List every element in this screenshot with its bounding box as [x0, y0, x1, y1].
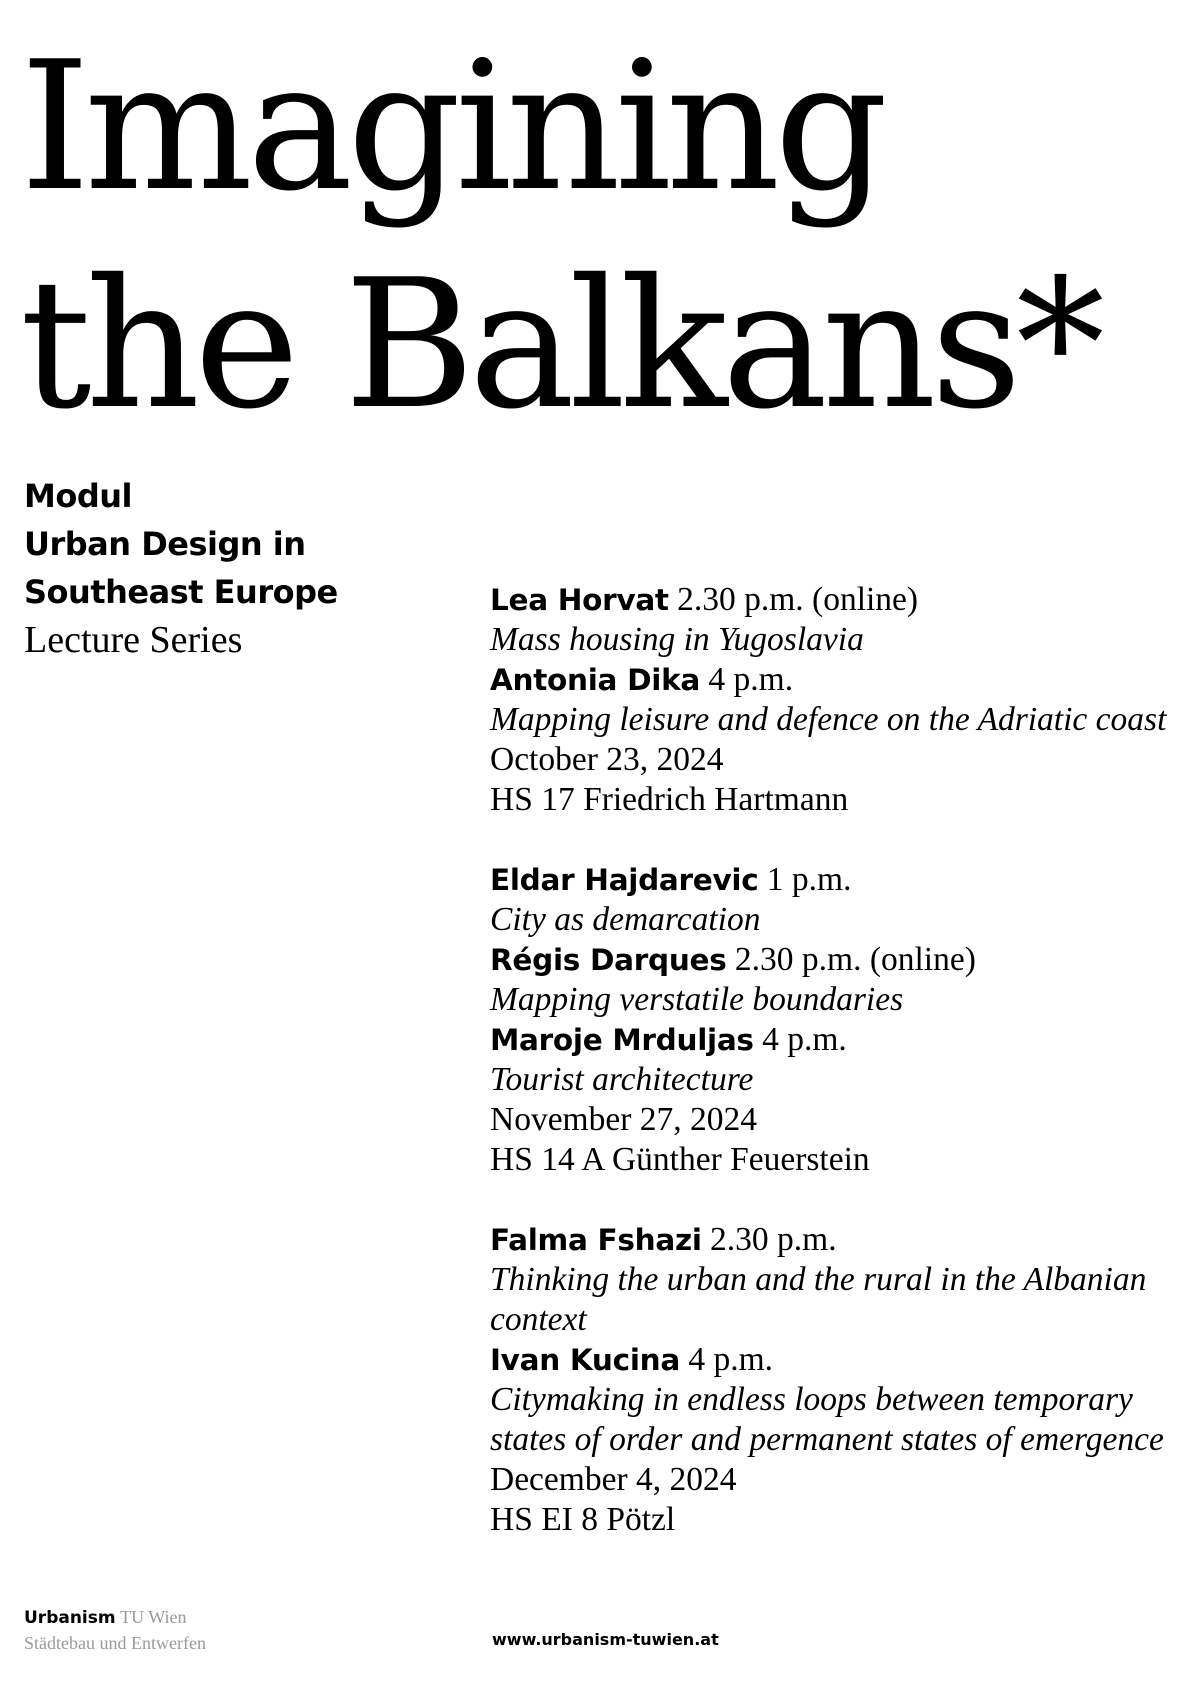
speaker-name: Ivan Kucina	[490, 1343, 680, 1377]
title-line-1: Imagining	[20, 23, 883, 230]
title-line-2: the Balkans*	[20, 241, 1099, 448]
talk-3-header	[490, 1020, 1190, 1060]
speaker-name: Eldar Hajdarevic	[490, 863, 759, 897]
talk-title: Thinking the urban and the rural in the Albanian context	[490, 1261, 1147, 1338]
talk-1-header	[490, 1220, 1190, 1260]
talk-title: Citymaking in endless loops between temporary states of order and permanent states of emergence	[490, 1381, 1164, 1458]
module-label: Modul	[24, 477, 132, 515]
talk-title: Mapping leisure and defence on the Adriatic coast	[490, 701, 1167, 738]
talk-time: 4 p.m.	[762, 1021, 847, 1058]
speaker-name: Lea Horvat	[490, 583, 669, 617]
speaker-name: Antonia Dika	[490, 663, 701, 697]
module-name-line-2: Southeast Europe	[24, 573, 338, 611]
talk-time: 4 p.m.	[688, 1341, 773, 1378]
module-name-line-1: Urban Design in	[24, 525, 306, 563]
talk-time: 2.30 p.m. (online)	[734, 941, 976, 978]
talk-title: Mass housing in Yugoslavia	[490, 621, 864, 658]
university-name: TU Wien	[120, 1607, 187, 1627]
series-label: Lecture Series	[24, 619, 243, 661]
talk-title: Tourist architecture	[490, 1061, 754, 1098]
talk-time: 1 p.m.	[766, 861, 852, 898]
footer-institution	[24, 1605, 206, 1656]
session-room: HS EI 8 Pötzl	[490, 1501, 676, 1538]
urbanism-logo: Urbanism	[24, 1608, 116, 1628]
department-name: Städtebau und Entwerfen	[24, 1633, 206, 1653]
lecture-program	[490, 580, 1190, 1580]
talk-time: 2.30 p.m.	[710, 1221, 837, 1258]
talk-1-header	[490, 580, 1190, 620]
session-date: November 27, 2024	[490, 1101, 758, 1138]
website-link[interactable]: www.urbanism-tuwien.at	[492, 1630, 719, 1649]
poster-title	[20, 18, 1099, 454]
session-3	[490, 1220, 1190, 1540]
talk-1-header	[490, 860, 1190, 900]
talk-time: 2.30 p.m. (online)	[677, 581, 919, 618]
session-room: HS 14 A Günther Feuerstein	[490, 1141, 870, 1178]
session-room: HS 17 Friedrich Hartmann	[490, 781, 849, 818]
talk-2-header	[490, 1340, 1190, 1380]
session-1	[490, 580, 1190, 820]
session-date: December 4, 2024	[490, 1461, 737, 1498]
talk-title: Mapping verstatile boundaries	[490, 981, 904, 1018]
module-block	[24, 472, 338, 664]
talk-title: City as demarcation	[490, 901, 761, 938]
talk-time: 4 p.m.	[708, 661, 794, 698]
speaker-name: Régis Darques	[490, 943, 727, 977]
session-date: October 23, 2024	[490, 741, 724, 778]
speaker-name: Falma Fshazi	[490, 1223, 702, 1257]
talk-2-header	[490, 940, 1190, 980]
speaker-name: Maroje Mrduljas	[490, 1023, 754, 1057]
talk-2-header	[490, 660, 1190, 700]
session-2	[490, 860, 1190, 1180]
